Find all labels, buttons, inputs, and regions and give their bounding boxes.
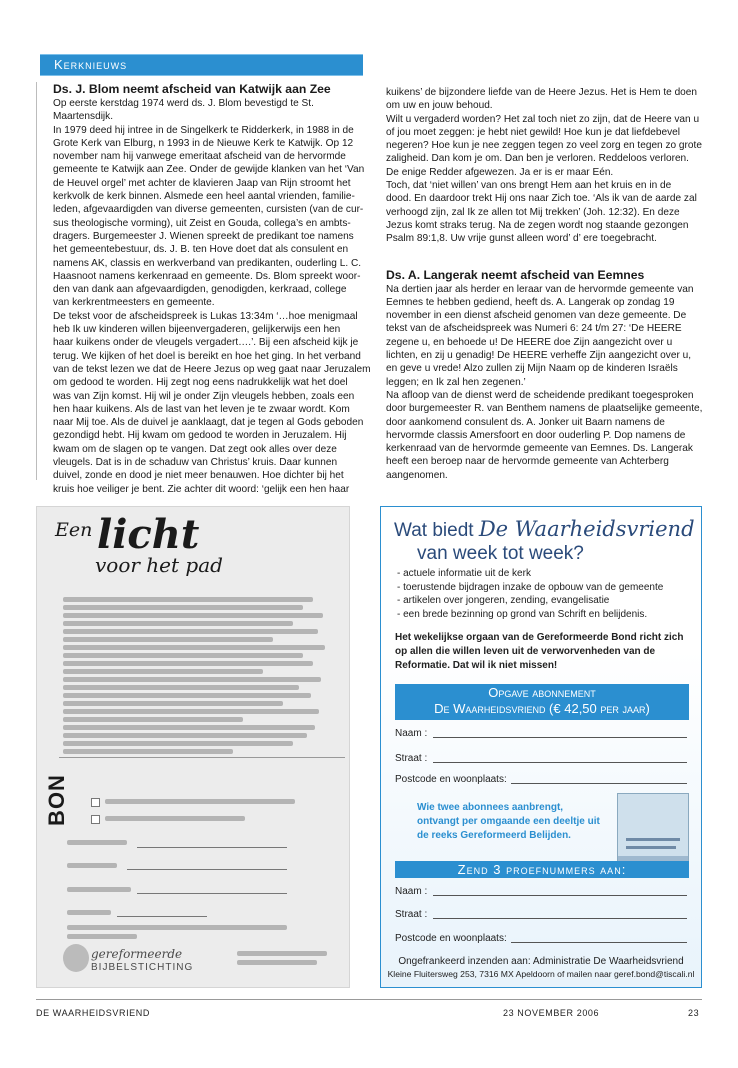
article-1-title: Ds. J. Blom neemt afscheid van Katwijk aan Zee xyxy=(53,82,331,96)
text-line: kerkenraad van de hervormde gemeente van Eemnes. Ds. Langerak xyxy=(386,443,693,455)
blurred-text-line xyxy=(63,661,313,666)
text-line: zegene u, en behoede u! De HEERE doe Zijn aangezicht over u xyxy=(386,336,673,348)
text-line: Eemnes te hebben gediend, heeft ds. A. Langerak op zondag 19 xyxy=(386,296,675,308)
benefit-item: - toerustende bijdragen inzake de opbouw van de gemeente xyxy=(395,581,663,595)
text-line: leden, afgevaardigden van diverse gemeenten, cursisten (van de cur- xyxy=(53,204,364,216)
text-line: naar Mij toe. Als de duivel je aanklaagt, dat je tegen al Gods geboden xyxy=(53,417,364,429)
bon-field-label-4 xyxy=(67,910,111,915)
bon-title-een: Een xyxy=(55,519,93,541)
article-2-body xyxy=(386,283,708,482)
text-line: heb Ik uw kinderen willen bijeenvergaderen, gelijkerwijs een hen xyxy=(53,324,341,336)
subscription-pitch: Het wekelijkse orgaan van de Gereformeerde Bond richt zich op allen die willen leven uit de verworvenheden van de Reformatie. Dat wil ik niet missen! xyxy=(395,632,684,671)
send-address: Kleine Fluitersweg 253, 7316 MX Apeldoorn of mailen naar geref.bond@tiscali.nl xyxy=(387,969,695,979)
text-line: Psalm 89:1,8. Uw vrije gunst alleen word’ d’ ere toegebracht. xyxy=(386,233,657,245)
column-divider xyxy=(36,82,37,480)
text-line: In 1979 deed hij intree in de Singelkerk te Ridderkerk, in 1988 in de xyxy=(53,124,354,136)
name2-label: Naam : xyxy=(395,886,428,897)
blurred-text-line xyxy=(63,725,315,730)
city-label: Postcode en woonplaats: xyxy=(395,774,507,785)
article-1-column xyxy=(53,82,371,495)
text-line: was van Zijn komst. Hij wil je onder Zijn vleugels hebben, zoals een xyxy=(53,390,355,402)
book-cover-image xyxy=(617,793,689,869)
city2-field[interactable] xyxy=(511,942,687,943)
text-line: negeren? Hoe kun je nee zeggen tegen zo veel zorg en tegen zo grote xyxy=(386,140,702,152)
bon-input-line-4[interactable] xyxy=(117,916,207,917)
blurred-text-line xyxy=(63,637,273,642)
blurred-text-line xyxy=(63,669,263,674)
bon-contact-text xyxy=(237,951,327,956)
name-field[interactable] xyxy=(433,737,687,738)
street-field[interactable] xyxy=(433,762,687,763)
text-line: de Heuvel orgel’ met achter de klavieren Jaap van Rijn stroomt het xyxy=(53,177,351,189)
article-1-body xyxy=(53,97,371,496)
street2-label: Straat : xyxy=(395,909,428,920)
bon-title-pad: voor het pad xyxy=(95,553,223,577)
bon-title-licht: licht xyxy=(97,511,200,558)
text-line: Jezus komt straks terug. Na de zegen wordt nog staande gezongen xyxy=(386,219,689,231)
text-line: Grote Kerk van Elburg, n 1993 in de Nieuwe Kerk te Katwijk. Op 12 xyxy=(53,137,354,149)
footer-page-number: 23 xyxy=(688,1008,700,1018)
text-line: leggen; en Ik zal hen zegenen.’ xyxy=(386,376,526,388)
text-line: hen haar kuikens. Als de last van het leven je te zwaar wordt. Kom xyxy=(53,403,350,415)
benefit-item: - een brede bezinning op grond van Schrift en belijdenis. xyxy=(395,608,663,622)
text-line: haar kuikens onder de vleugels vergadert….’. Bij een afscheid kijk je xyxy=(53,337,359,349)
text-line: terug. We kijken of het doel is bereikt en hoe het ging. In het verband xyxy=(53,350,361,362)
text-line: tekst van de afscheidspreek was Numeri 6: 24 t/m 27: ‘De HEERE xyxy=(386,323,682,335)
street2-field[interactable] xyxy=(433,918,687,919)
text-line: om uw en jouw behoud. xyxy=(386,100,493,112)
blurred-text-line xyxy=(63,749,233,754)
promo-text: Wie twee abonnees aanbrengt, ontvangt per omgaande een deeltje uit de reeks Gereformeerd Belijden. xyxy=(417,802,600,841)
bon-field-label-3 xyxy=(67,887,131,892)
text-line: of jou moet zeggen: je hebt niet gewild! Hoe kun je dat liefdebevel xyxy=(386,126,681,138)
text-line: duivel, zonde en dood je niet meer benauwen. Hoe dichter bij het xyxy=(53,470,344,482)
text-line: hervormde classis Amersfoort en door ouderling P. Dop namens de xyxy=(386,429,686,441)
text-line: zaligheid. Dan kom je om. Dan ben je verloren. Reddeloos verloren. xyxy=(386,153,689,165)
city2-label: Postcode en woonplaats: xyxy=(395,933,507,944)
text-line: kwam om de slagen op te vangen. Dat zegt ook alles over deze xyxy=(53,443,337,455)
text-line: verhoogd zijn, zal Ik ze allen tot Mij trekken’ (Joh. 12:32). En deze xyxy=(386,206,680,218)
bon-label: BON xyxy=(43,774,69,826)
bon-input-line-3[interactable] xyxy=(137,893,287,894)
sample-banner: Zend 3 proefnummers aan: xyxy=(395,861,689,878)
bon-contact-text-2 xyxy=(237,960,317,965)
blurred-text-line xyxy=(63,677,321,682)
city-field[interactable] xyxy=(511,783,687,784)
text-line: Op eerste kerstdag 1974 werd ds. J. Blom bevestigd te St. Maartensdijk. xyxy=(53,98,314,123)
text-line: kuikens’ de bijzondere liefde van de Heere Jezus. Het is Hem te doen xyxy=(386,87,698,98)
text-line: De tekst voor de afscheidspreek is Lukas 13:34m ‘…hoe menigmaal xyxy=(53,310,358,322)
text-line: gezondigd hebt. Hij kwam om gedood te worden in Jeruzalem. Hij xyxy=(53,430,347,442)
text-line: door aankomend consulent ds. A. Jonker uit Baarn namens de xyxy=(386,416,665,428)
blurred-text-line xyxy=(63,685,299,690)
send-instructions: Ongefrankeerd inzenden aan: Administratie De Waarheidsvriend xyxy=(398,956,684,967)
article-2-title: Ds. A. Langerak neemt afscheid van Eemnes xyxy=(386,267,645,282)
blurred-text-line xyxy=(63,629,318,634)
blurred-text-line xyxy=(63,645,325,650)
text-line: Na dertien jaar als herder en leraar van de hervormde gemeente van xyxy=(386,283,694,295)
article-1-continued xyxy=(386,86,708,246)
bon-input-line-2[interactable] xyxy=(127,869,287,870)
text-line: heeft een beroep naar de hervormde gemeente van Achterberg xyxy=(386,456,669,468)
text-line: kerkvolk de kerk binnen. Alsmede een heel aantal vrienden, familie- xyxy=(53,191,355,203)
footer-publication: DE WAARHEIDSVRIEND xyxy=(36,1008,150,1018)
text-line: november in een dienst afscheid genomen van deze gemeente. De xyxy=(386,310,687,322)
blurred-text-line xyxy=(63,621,293,626)
blurred-text-line xyxy=(63,613,323,618)
text-line: aangenomen. xyxy=(386,469,448,481)
logo-name: gereformeerde xyxy=(91,947,183,961)
bon-coupon xyxy=(36,506,350,988)
bon-checkbox-1[interactable] xyxy=(91,798,100,807)
text-line: De enige Redder afgewezen. Ja er is er maar Eén. xyxy=(386,166,614,178)
benefit-item: - artikelen over jongeren, zending, evangelisatie xyxy=(395,594,663,608)
bon-field-label-1 xyxy=(67,840,127,845)
benefit-item: - actuele informatie uit de kerk xyxy=(395,567,663,581)
text-line: sus theologische vorming), uit Zeist en Gouda, collega’s en ambts- xyxy=(53,217,351,229)
text-line: kruis hoe veiliger je bent. Zie achter dit woord: ‘gelijk een hen haar xyxy=(53,483,350,495)
text-line: den van dank aan afgevaardigden, genodigden, kerkraad, college xyxy=(53,284,347,296)
blurred-text-line xyxy=(63,741,293,746)
blurred-text-line xyxy=(63,597,313,602)
bon-address-text-2 xyxy=(67,934,137,939)
blurred-text-line xyxy=(63,605,303,610)
bon-checkbox-2[interactable] xyxy=(91,815,100,824)
street-label: Straat : xyxy=(395,753,428,764)
logo-icon xyxy=(63,944,89,972)
bon-divider xyxy=(59,757,345,758)
bon-input-line-1[interactable] xyxy=(137,847,287,848)
name-label: Naam : xyxy=(395,728,428,739)
text-line: Toch, dat ‘niet willen’ van ons brengt Hem aan het kruis en in de xyxy=(386,180,672,192)
text-line: gemeente te Katwijk aan Zee. Onder de gewijde klanken van het ‘Van xyxy=(53,164,365,176)
blurred-text-line xyxy=(63,693,311,698)
bon-option-2 xyxy=(105,816,245,821)
text-line: Wilt u vergaderd worden? Het zal toch niet zo zijn, dat de Heere van u xyxy=(386,113,700,125)
text-line: om gedood te worden. Hij zegt nog eens nadrukkelijk wat het doel xyxy=(53,377,348,389)
subscribe-banner: Opgave abonnement De Waarheidsvriend (€ 42,50 per jaar) xyxy=(395,684,689,720)
text-line: het gemeentebestuur, ds. J. B. ten Hove doet dat als consulent en xyxy=(53,244,349,256)
text-line: Haasnoot namens kerkenraad en gemeente. Ds. Blom spreekt woor- xyxy=(53,270,361,282)
article-right-column xyxy=(386,86,708,482)
text-line: vleugels. Dat is in de schaduw van Christus’ kruis. Daar kunnen xyxy=(53,457,338,469)
text-line: dood. En daardoor trekt Hij ons naar Zich toe. ‘Als ik van de aarde zal xyxy=(386,193,697,205)
blurred-text-line xyxy=(63,709,319,714)
magazine-name: De Waarheidsvriend xyxy=(478,517,695,541)
section-title: Kerknieuws xyxy=(54,57,128,72)
bon-field-label-2 xyxy=(67,863,117,868)
text-line: van kerkrentmeesters en gemeente. xyxy=(53,297,215,309)
section-header xyxy=(40,54,363,76)
name2-field[interactable] xyxy=(433,895,687,896)
blurred-text-line xyxy=(63,717,243,722)
subscription-heading-2: van week tot week? xyxy=(417,543,584,564)
blurred-text-line xyxy=(63,733,307,738)
subscription-box xyxy=(380,506,702,988)
blurred-text-line xyxy=(63,653,303,658)
text-line: november nam hij vanwege emeritaat afscheid van de hervormde xyxy=(53,151,346,163)
bon-address-text xyxy=(67,925,287,930)
footer-date: 23 NOVEMBER 2006 xyxy=(503,1008,600,1018)
logo-sub: BIJBELSTICHTING xyxy=(91,962,194,973)
text-line: namens AK, classis en werkverband van predikanten, ouderling L. C. xyxy=(53,257,362,269)
text-line: lichten, en zij u genadig! De HEERE verheffe Zijn aangezicht over u, xyxy=(386,350,692,362)
bon-option-1 xyxy=(105,799,295,804)
text-line: en geve u vrede! Alzo zullen zij Mijn Naam op de kinderen Israëls xyxy=(386,363,678,375)
text-line: dragers. Burgemeester J. Wienen spreekt de predikant toe namens xyxy=(53,230,354,242)
benefit-list xyxy=(395,567,663,621)
subscription-heading: Wat biedt De Waarheidsvriend xyxy=(394,517,695,541)
footer-rule xyxy=(36,999,702,1000)
blurred-text-line xyxy=(63,701,283,706)
text-line: van de tekst lezen we dat de Heere Jezus op weg gaat naar Jeruzalem xyxy=(53,363,371,375)
text-line: door burgemeester R. van Benthem namens de plaatselijke gemeente, xyxy=(386,403,703,415)
text-line: Na afloop van de dienst werd de scheidende predikant toegesproken xyxy=(386,389,694,401)
